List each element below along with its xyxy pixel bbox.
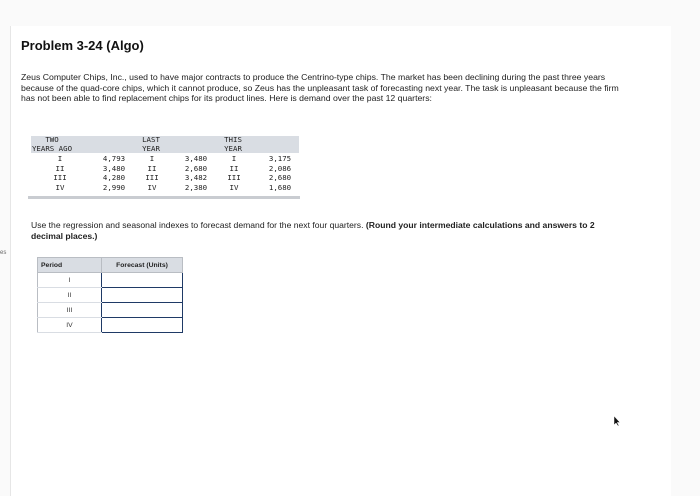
demand-value: 3,480 — [184, 154, 208, 163]
demand-table — [31, 136, 299, 193]
quarter-column-last-year — [137, 154, 167, 192]
instruction-text — [31, 220, 621, 241]
answer-row — [38, 288, 183, 303]
period-label: I — [38, 273, 102, 288]
demand-value: 2,680 — [184, 163, 208, 173]
header-last-year — [135, 136, 167, 153]
demand-last-year — [181, 154, 211, 192]
quarter-column-this-year — [219, 154, 249, 192]
quarter-label: I — [231, 154, 237, 163]
quarter-label: IV — [55, 182, 65, 192]
forecast-cell — [102, 288, 183, 303]
forecast-cell — [102, 318, 183, 333]
quarter-label: III — [53, 173, 67, 182]
answer-row — [38, 303, 183, 318]
forecast-input-q1[interactable] — [102, 274, 182, 286]
header-forecast: Forecast (Units) — [102, 258, 183, 273]
forecast-cell — [102, 303, 183, 318]
period-label: IV — [38, 318, 102, 333]
demand-value: 4,280 — [102, 173, 126, 182]
quarter-label: I — [149, 154, 155, 163]
demand-value: 1,680 — [268, 182, 292, 192]
forecast-answer-table — [37, 257, 183, 333]
answer-table-header — [38, 258, 183, 273]
quarter-label: IV — [147, 182, 157, 192]
instruction-main: Use the regression and seasonal indexes to forecast demand for the next four quarters. — [31, 220, 364, 230]
table-bottom-rule — [28, 196, 300, 199]
header-two-years-ago-line1: TWO — [45, 135, 59, 144]
forecast-input-q2[interactable] — [102, 289, 182, 301]
header-last-year-line2: YEAR — [142, 143, 160, 153]
demand-value: 3,482 — [184, 173, 208, 182]
demand-value: 2,680 — [268, 173, 292, 182]
header-two-years-ago — [31, 136, 73, 153]
instruction-rounding-note: (Round your intermediate calculations and answers to 2 decimal places.) — [31, 220, 595, 241]
forecast-input-q3[interactable] — [102, 304, 182, 316]
demand-value: 2,990 — [102, 182, 126, 192]
quarter-label: III — [145, 173, 159, 182]
demand-value: 4,793 — [102, 154, 126, 163]
answer-row — [38, 318, 183, 333]
period-label: III — [38, 303, 102, 318]
demand-two-years-ago — [99, 154, 129, 192]
demand-value: 3,175 — [268, 154, 292, 163]
header-last-year-line1: LAST — [142, 135, 160, 144]
problem-description: Zeus Computer Chips, Inc., used to have major contracts to produce the Centrino-type chips. The market has been declining during the past three years because of the quad-core chips, which it cannot produce, so Zeus has the unpleasant task of forecasting next year. The task is unpleasant because the firm has not been able to find replacement chips for its product lines. Here is demand over the past 12 quarters: — [21, 72, 619, 104]
forecast-cell — [102, 273, 183, 288]
mouse-pointer-icon — [613, 416, 621, 426]
quarter-label: I — [57, 154, 63, 163]
quarter-label: III — [227, 173, 241, 182]
header-this-year-line1: THIS — [224, 135, 242, 144]
left-edge-text: es — [0, 250, 7, 256]
demand-table-body — [31, 153, 299, 193]
demand-value: 3,480 — [102, 163, 126, 173]
header-this-year — [217, 136, 249, 153]
answer-row — [38, 273, 183, 288]
period-label: II — [38, 288, 102, 303]
quarter-label: II — [229, 163, 239, 173]
quarter-label: IV — [229, 182, 239, 192]
header-this-year-line2: YEAR — [224, 143, 242, 153]
problem-title: Problem 3-24 (Algo) — [21, 38, 144, 53]
quarter-label: II — [147, 163, 157, 173]
demand-value: 2,380 — [184, 182, 208, 192]
quarter-column-two-years-ago — [45, 154, 75, 192]
header-period: Period — [38, 258, 102, 273]
forecast-input-q4[interactable] — [102, 319, 182, 331]
demand-table-header — [31, 136, 299, 153]
quarter-label: II — [55, 163, 65, 173]
header-two-years-ago-line2: YEARS AGO — [31, 143, 73, 153]
demand-value: 2,086 — [268, 163, 292, 173]
demand-this-year — [265, 154, 295, 192]
